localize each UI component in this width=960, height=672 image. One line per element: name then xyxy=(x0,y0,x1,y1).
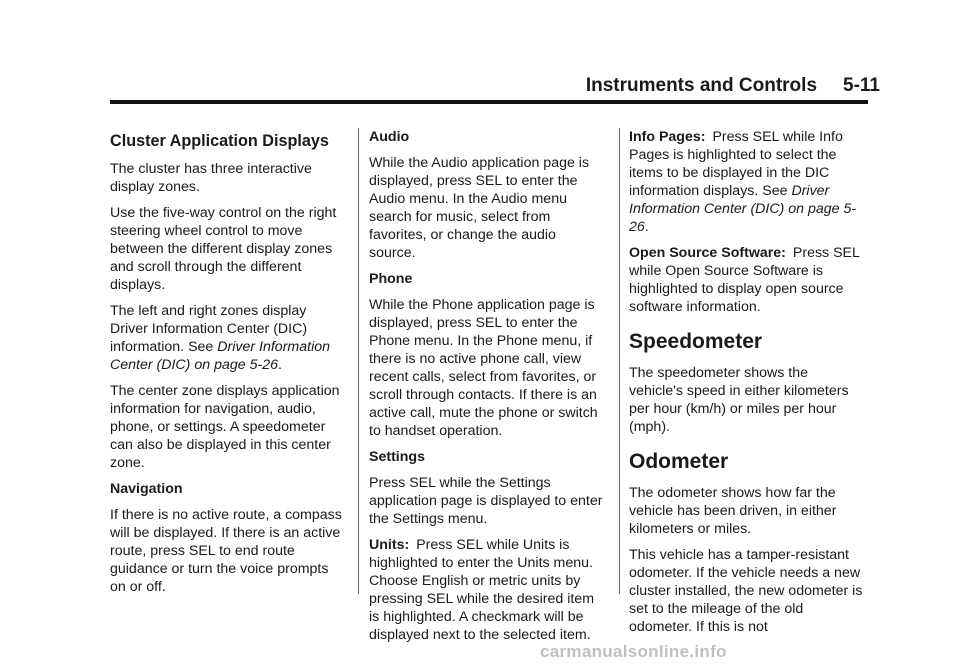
paragraph: While the Phone application page is displayed, press SEL to enter the Phone menu. In the Phone menu, if there is no active phone call, view recent calls, select from favorites, or scroll through contacts. If there is an active call, mute the phone or switch to handset operation. xyxy=(369,297,598,439)
cross-reference-link[interactable]: Driver Information Center (DIC) on page 5-26 xyxy=(110,339,331,373)
paragraph: While the Audio application page is displayed, press SEL to enter the Audio menu. In the Audio menu search for music, select from favorites, or change the audio source. xyxy=(369,155,590,261)
paragraph xyxy=(369,536,604,644)
cross-reference-link[interactable]: Driver Information Center (DIC) on page 5-26 xyxy=(629,183,857,235)
speedometer-heading: Speedometer xyxy=(629,330,763,353)
paragraph-text: Press SEL while Units is highlighted to enter the Units menu. Choose English or metric units by pressing SEL while the desired item is highlighted. A checkmark will be displayed next to the selected item. xyxy=(369,537,595,643)
paragraph: This vehicle has a tamper-resistant odometer. If the vehicle needs a new cluster installed, the new odometer is set to the mileage of the old odometer. If this is not xyxy=(629,547,863,635)
page-header xyxy=(586,75,880,97)
page-number: 5-11 xyxy=(843,75,880,96)
paragraph: The cluster has three interactive display zones. xyxy=(110,161,312,195)
paragraph-text: . xyxy=(277,357,282,373)
units-label: Units: xyxy=(369,537,410,553)
paragraph-text: Press SEL while Info Pages is highlighted to select the items to be displayed in the DIC information displays. See xyxy=(629,129,843,199)
paragraph-text: . xyxy=(644,219,649,235)
paragraph: The speedometer shows the vehicle's speed in either kilometers per hour (km/h) or miles per hour (mph). xyxy=(629,365,849,435)
watermark: carmanualsonline.info xyxy=(540,642,727,661)
paragraph: The odometer shows how far the vehicle has been driven, in either kilometers or miles. xyxy=(629,485,837,537)
header-rule xyxy=(110,100,868,104)
paragraph: If there is no active route, a compass will be displayed. If there is an active route, press SEL to end route guidance or turn the voice prompts on or off. xyxy=(110,507,342,595)
phone-heading: Phone xyxy=(369,271,413,287)
paragraph: Use the five-way control on the right steering wheel control to move between the different display zones and scroll through the different displays. xyxy=(110,205,337,293)
settings-heading: Settings xyxy=(369,449,425,465)
paragraph: Press SEL while the Settings application page is displayed to enter the Settings menu. xyxy=(369,475,603,527)
paragraph-text: Press SEL while Open Source Software is highlighted to display open source software information. xyxy=(629,245,860,315)
info-pages-label: Info Pages: xyxy=(629,129,706,145)
audio-heading: Audio xyxy=(369,129,410,145)
cluster-heading: Cluster Application Displays xyxy=(110,132,329,150)
paragraph-text: The left and right zones display Driver Information Center (DIC) information. See xyxy=(110,303,308,355)
paragraph xyxy=(110,302,345,374)
column-divider-1 xyxy=(358,128,359,594)
column-3 xyxy=(629,128,864,644)
column-2 xyxy=(369,128,604,652)
paragraph xyxy=(629,128,864,236)
open-source-label: Open Source Software: xyxy=(629,245,786,261)
odometer-heading: Odometer xyxy=(629,450,729,473)
paragraph xyxy=(629,244,864,316)
column-divider-2 xyxy=(619,128,620,594)
navigation-heading: Navigation xyxy=(110,481,183,497)
column-1 xyxy=(110,128,345,604)
section-title: Instruments and Controls xyxy=(585,75,818,96)
paragraph: The center zone displays application information for navigation, audio, phone, or settings. A speedometer can also be displayed in this center zone. xyxy=(110,383,340,471)
